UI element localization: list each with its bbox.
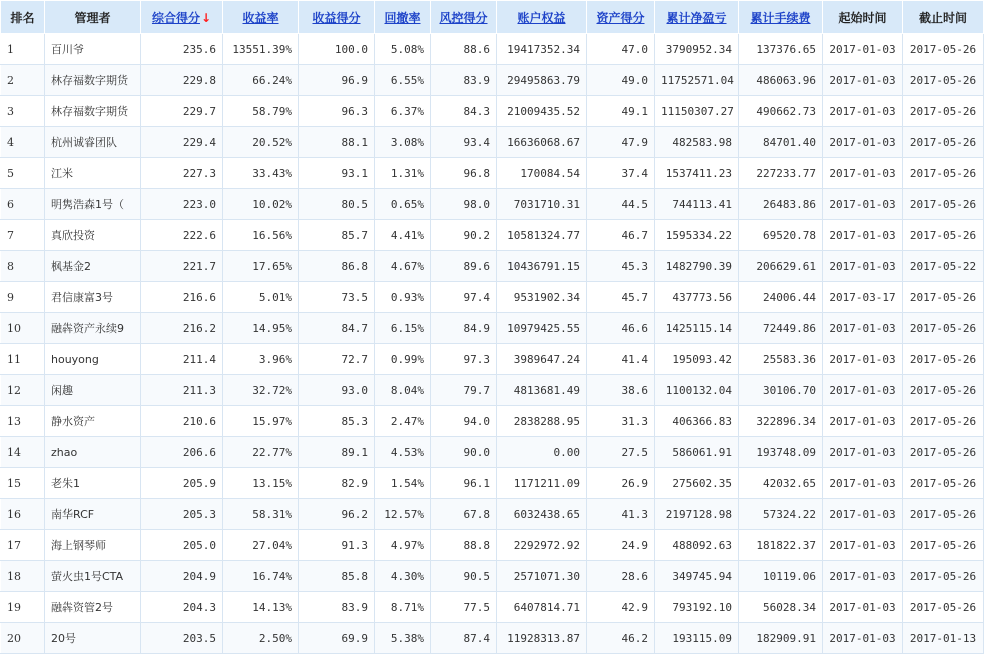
- start-date-cell: 2017-01-03: [823, 406, 903, 437]
- asset-score-cell: 27.5: [587, 437, 655, 468]
- return-rate-cell: 32.72%: [223, 375, 299, 406]
- end-date-cell: 2017-05-26: [903, 468, 984, 499]
- equity-cell: 2571071.30: [497, 561, 587, 592]
- drawdown-cell: 5.08%: [375, 34, 431, 65]
- end-date-cell: 2017-05-26: [903, 65, 984, 96]
- drawdown-cell: 0.65%: [375, 189, 431, 220]
- return-rate-cell: 16.56%: [223, 220, 299, 251]
- risk-score-cell: 77.5: [431, 592, 497, 623]
- asset-score-cell: 45.3: [587, 251, 655, 282]
- equity-cell: 11928313.87: [497, 623, 587, 654]
- return-rate-cell: 33.43%: [223, 158, 299, 189]
- composite-score-cell: 229.4: [141, 127, 223, 158]
- end-date-cell: 2017-05-26: [903, 220, 984, 251]
- end-date-cell: 2017-05-26: [903, 561, 984, 592]
- composite-score-cell: 205.0: [141, 530, 223, 561]
- end-date-cell: 2017-05-26: [903, 406, 984, 437]
- return-score-cell: 89.1: [299, 437, 375, 468]
- equity-cell: 10581324.77: [497, 220, 587, 251]
- cum-fee-cell: 69520.78: [739, 220, 823, 251]
- cum-fee-cell: 322896.34: [739, 406, 823, 437]
- table-row: [1, 530, 984, 561]
- risk-score-cell: 67.8: [431, 499, 497, 530]
- end-date-cell: 2017-05-26: [903, 592, 984, 623]
- risk-score-cell: 84.9: [431, 313, 497, 344]
- table-row: [1, 34, 984, 65]
- drawdown-cell: 4.67%: [375, 251, 431, 282]
- cum-pnl-cell: 275602.35: [655, 468, 739, 499]
- table-row: [1, 251, 984, 282]
- col-header-cum-pnl[interactable]: 累计净盈亏: [655, 1, 739, 34]
- cum-pnl-cell: 406366.83: [655, 406, 739, 437]
- return-rate-cell: 17.65%: [223, 251, 299, 282]
- asset-score-cell: 26.9: [587, 468, 655, 499]
- start-date-cell: 2017-01-03: [823, 499, 903, 530]
- equity-cell: 2838288.95: [497, 406, 587, 437]
- cum-pnl-cell: 349745.94: [655, 561, 739, 592]
- start-date-cell: 2017-01-03: [823, 65, 903, 96]
- drawdown-cell: 3.08%: [375, 127, 431, 158]
- rank-cell: 19: [1, 592, 45, 623]
- start-date-cell: 2017-01-03: [823, 127, 903, 158]
- cum-fee-cell: 84701.40: [739, 127, 823, 158]
- asset-score-cell: 46.6: [587, 313, 655, 344]
- return-rate-cell: 20.52%: [223, 127, 299, 158]
- return-score-cell: 85.3: [299, 406, 375, 437]
- cum-pnl-cell: 586061.91: [655, 437, 739, 468]
- cum-pnl-cell: 193115.09: [655, 623, 739, 654]
- risk-score-cell: 96.1: [431, 468, 497, 499]
- end-date-cell: 2017-05-26: [903, 282, 984, 313]
- start-date-cell: 2017-01-03: [823, 313, 903, 344]
- equity-cell: 19417352.34: [497, 34, 587, 65]
- start-date-cell: 2017-01-03: [823, 344, 903, 375]
- risk-score-cell: 84.3: [431, 96, 497, 127]
- risk-score-cell: 98.0: [431, 189, 497, 220]
- asset-score-cell: 46.2: [587, 623, 655, 654]
- table-row: [1, 406, 984, 437]
- asset-score-cell: 49.1: [587, 96, 655, 127]
- cum-fee-cell: 490662.73: [739, 96, 823, 127]
- rank-cell: 8: [1, 251, 45, 282]
- composite-score-cell: 221.7: [141, 251, 223, 282]
- composite-score-cell: 204.9: [141, 561, 223, 592]
- rank-cell: 3: [1, 96, 45, 127]
- return-rate-cell: 2.50%: [223, 623, 299, 654]
- equity-cell: 6032438.65: [497, 499, 587, 530]
- cum-fee-cell: 57324.22: [739, 499, 823, 530]
- cum-pnl-cell: 488092.63: [655, 530, 739, 561]
- manager-name-cell: 林存福数字期货: [45, 96, 141, 127]
- risk-score-cell: 94.0: [431, 406, 497, 437]
- start-date-cell: 2017-01-03: [823, 251, 903, 282]
- manager-name-cell: zhao: [45, 437, 141, 468]
- start-date-cell: 2017-01-03: [823, 375, 903, 406]
- table-row: [1, 499, 984, 530]
- return-rate-cell: 10.02%: [223, 189, 299, 220]
- manager-name-cell: 杭州诚睿团队: [45, 127, 141, 158]
- rank-cell: 2: [1, 65, 45, 96]
- asset-score-cell: 47.0: [587, 34, 655, 65]
- cum-pnl-cell: 11150307.27: [655, 96, 739, 127]
- asset-score-cell: 28.6: [587, 561, 655, 592]
- return-rate-cell: 3.96%: [223, 344, 299, 375]
- cum-fee-cell: 227233.77: [739, 158, 823, 189]
- start-date-cell: 2017-01-03: [823, 468, 903, 499]
- composite-score-cell: 229.8: [141, 65, 223, 96]
- start-date-cell: 2017-01-03: [823, 561, 903, 592]
- risk-score-cell: 96.8: [431, 158, 497, 189]
- col-header-asset-score[interactable]: 资产得分: [587, 1, 655, 34]
- col-header-equity[interactable]: 账户权益: [497, 1, 587, 34]
- end-date-cell: 2017-05-26: [903, 344, 984, 375]
- table-row: [1, 96, 984, 127]
- asset-score-cell: 49.0: [587, 65, 655, 96]
- return-score-cell: 82.9: [299, 468, 375, 499]
- cum-fee-cell: 181822.37: [739, 530, 823, 561]
- return-score-cell: 85.8: [299, 561, 375, 592]
- table-row: [1, 468, 984, 499]
- cum-fee-cell: 26483.86: [739, 189, 823, 220]
- table-row: [1, 189, 984, 220]
- asset-score-cell: 44.5: [587, 189, 655, 220]
- equity-cell: 16636068.67: [497, 127, 587, 158]
- table-row: [1, 623, 984, 654]
- cum-fee-cell: 25583.36: [739, 344, 823, 375]
- table-row: [1, 561, 984, 592]
- col-header-start-date: 起始时间: [823, 1, 903, 34]
- composite-score-cell: 204.3: [141, 592, 223, 623]
- manager-name-cell: 南华RCF: [45, 499, 141, 530]
- end-date-cell: 2017-05-26: [903, 34, 984, 65]
- drawdown-cell: 6.37%: [375, 96, 431, 127]
- return-score-cell: 80.5: [299, 189, 375, 220]
- return-score-cell: 83.9: [299, 592, 375, 623]
- rank-cell: 12: [1, 375, 45, 406]
- return-score-cell: 96.9: [299, 65, 375, 96]
- end-date-cell: 2017-05-26: [903, 189, 984, 220]
- composite-score-cell: 229.7: [141, 96, 223, 127]
- table-row: [1, 65, 984, 96]
- return-score-cell: 93.1: [299, 158, 375, 189]
- end-date-cell: 2017-05-26: [903, 499, 984, 530]
- return-rate-cell: 66.24%: [223, 65, 299, 96]
- asset-score-cell: 24.9: [587, 530, 655, 561]
- col-header-composite-score[interactable]: [141, 1, 223, 34]
- cum-fee-cell: 182909.91: [739, 623, 823, 654]
- drawdown-cell: 1.54%: [375, 468, 431, 499]
- drawdown-cell: 5.38%: [375, 623, 431, 654]
- manager-name-cell: 枫基金2: [45, 251, 141, 282]
- end-date-cell: 2017-05-22: [903, 251, 984, 282]
- return-rate-cell: 5.01%: [223, 282, 299, 313]
- risk-score-cell: 79.7: [431, 375, 497, 406]
- col-header-risk-score[interactable]: 风控得分: [431, 1, 497, 34]
- drawdown-cell: 8.71%: [375, 592, 431, 623]
- rank-cell: 18: [1, 561, 45, 592]
- risk-score-cell: 97.3: [431, 344, 497, 375]
- start-date-cell: 2017-01-03: [823, 592, 903, 623]
- manager-name-cell: 萤火虫1号CTA: [45, 561, 141, 592]
- col-header-return-rate[interactable]: 收益率: [223, 1, 299, 34]
- col-header-end-date: 截止时间: [903, 1, 984, 34]
- equity-cell: 7031710.31: [497, 189, 587, 220]
- end-date-cell: 2017-05-26: [903, 96, 984, 127]
- end-date-cell: 2017-05-26: [903, 313, 984, 344]
- end-date-cell: 2017-05-26: [903, 158, 984, 189]
- drawdown-cell: 1.31%: [375, 158, 431, 189]
- drawdown-cell: 2.47%: [375, 406, 431, 437]
- equity-cell: 21009435.52: [497, 96, 587, 127]
- cum-fee-cell: 30106.70: [739, 375, 823, 406]
- table-row: [1, 592, 984, 623]
- col-header-drawdown[interactable]: 回撤率: [375, 1, 431, 34]
- risk-score-cell: 88.8: [431, 530, 497, 561]
- composite-score-cell: 203.5: [141, 623, 223, 654]
- col-header-return-score[interactable]: 收益得分: [299, 1, 375, 34]
- manager-name-cell: 百川爷: [45, 34, 141, 65]
- cum-pnl-cell: 793192.10: [655, 592, 739, 623]
- equity-cell: 6407814.71: [497, 592, 587, 623]
- start-date-cell: 2017-01-03: [823, 220, 903, 251]
- rank-cell: 10: [1, 313, 45, 344]
- risk-score-cell: 90.0: [431, 437, 497, 468]
- rank-cell: 13: [1, 406, 45, 437]
- drawdown-cell: 6.15%: [375, 313, 431, 344]
- table-row: [1, 437, 984, 468]
- manager-name-cell: 林存福数字期货: [45, 65, 141, 96]
- col-header-cum-fee[interactable]: 累计手续费: [739, 1, 823, 34]
- cum-fee-cell: 42032.65: [739, 468, 823, 499]
- drawdown-cell: 4.30%: [375, 561, 431, 592]
- return-score-cell: 73.5: [299, 282, 375, 313]
- table-row: [1, 375, 984, 406]
- return-score-cell: 72.7: [299, 344, 375, 375]
- cum-pnl-cell: 195093.42: [655, 344, 739, 375]
- risk-score-cell: 88.6: [431, 34, 497, 65]
- cum-pnl-cell: 1425115.14: [655, 313, 739, 344]
- return-rate-cell: 14.95%: [223, 313, 299, 344]
- cum-pnl-cell: 482583.98: [655, 127, 739, 158]
- drawdown-cell: 6.55%: [375, 65, 431, 96]
- cum-pnl-cell: 1595334.22: [655, 220, 739, 251]
- start-date-cell: 2017-01-03: [823, 96, 903, 127]
- composite-score-cell: 216.6: [141, 282, 223, 313]
- rank-cell: 17: [1, 530, 45, 561]
- sort-down-arrow-icon: ↓: [200, 10, 212, 25]
- col-header-rank: 排名: [1, 1, 45, 34]
- equity-cell: 1171211.09: [497, 468, 587, 499]
- asset-score-cell: 41.3: [587, 499, 655, 530]
- cum-pnl-cell: 1537411.23: [655, 158, 739, 189]
- asset-score-cell: 47.9: [587, 127, 655, 158]
- risk-score-cell: 83.9: [431, 65, 497, 96]
- risk-score-cell: 87.4: [431, 623, 497, 654]
- rank-cell: 4: [1, 127, 45, 158]
- manager-name-cell: 明隽浩森1号（: [45, 189, 141, 220]
- rank-cell: 5: [1, 158, 45, 189]
- rank-cell: 20: [1, 623, 45, 654]
- composite-score-cell: 206.6: [141, 437, 223, 468]
- composite-score-cell: 205.3: [141, 499, 223, 530]
- asset-score-cell: 37.4: [587, 158, 655, 189]
- manager-name-cell: 江米: [45, 158, 141, 189]
- cum-pnl-cell: 437773.56: [655, 282, 739, 313]
- rank-cell: 7: [1, 220, 45, 251]
- drawdown-cell: 0.99%: [375, 344, 431, 375]
- manager-name-cell: 闲趣: [45, 375, 141, 406]
- end-date-cell: 2017-01-13: [903, 623, 984, 654]
- equity-cell: 9531902.34: [497, 282, 587, 313]
- return-score-cell: 88.1: [299, 127, 375, 158]
- return-rate-cell: 15.97%: [223, 406, 299, 437]
- asset-score-cell: 31.3: [587, 406, 655, 437]
- composite-score-cell: 211.4: [141, 344, 223, 375]
- end-date-cell: 2017-05-26: [903, 530, 984, 561]
- composite-score-cell: 223.0: [141, 189, 223, 220]
- risk-score-cell: 90.2: [431, 220, 497, 251]
- composite-score-cell: 235.6: [141, 34, 223, 65]
- start-date-cell: 2017-01-03: [823, 530, 903, 561]
- return-score-cell: 91.3: [299, 530, 375, 561]
- return-rate-cell: 27.04%: [223, 530, 299, 561]
- return-rate-cell: 13551.39%: [223, 34, 299, 65]
- cum-fee-cell: 137376.65: [739, 34, 823, 65]
- risk-score-cell: 93.4: [431, 127, 497, 158]
- composite-score-cell: 227.3: [141, 158, 223, 189]
- equity-cell: 170084.54: [497, 158, 587, 189]
- rank-cell: 11: [1, 344, 45, 375]
- table-row: [1, 282, 984, 313]
- start-date-cell: 2017-01-03: [823, 437, 903, 468]
- drawdown-cell: 4.97%: [375, 530, 431, 561]
- asset-score-cell: 46.7: [587, 220, 655, 251]
- drawdown-cell: 8.04%: [375, 375, 431, 406]
- cum-fee-cell: 486063.96: [739, 65, 823, 96]
- return-score-cell: 84.7: [299, 313, 375, 344]
- end-date-cell: 2017-05-26: [903, 127, 984, 158]
- cum-pnl-cell: 1482790.39: [655, 251, 739, 282]
- cum-fee-cell: 56028.34: [739, 592, 823, 623]
- manager-name-cell: 海上钢琴师: [45, 530, 141, 561]
- manager-name-cell: 融犇资产永续9: [45, 313, 141, 344]
- composite-score-cell: 205.9: [141, 468, 223, 499]
- table-row: [1, 127, 984, 158]
- rank-cell: 14: [1, 437, 45, 468]
- rank-cell: 16: [1, 499, 45, 530]
- return-score-cell: 93.0: [299, 375, 375, 406]
- return-rate-cell: 58.31%: [223, 499, 299, 530]
- ranking-table-body: [1, 34, 984, 654]
- cum-fee-cell: 24006.44: [739, 282, 823, 313]
- manager-name-cell: 20号: [45, 623, 141, 654]
- equity-cell: 4813681.49: [497, 375, 587, 406]
- return-score-cell: 85.7: [299, 220, 375, 251]
- equity-cell: 0.00: [497, 437, 587, 468]
- composite-score-cell: 222.6: [141, 220, 223, 251]
- risk-score-cell: 90.5: [431, 561, 497, 592]
- equity-cell: 2292972.92: [497, 530, 587, 561]
- start-date-cell: 2017-01-03: [823, 34, 903, 65]
- cum-pnl-cell: 2197128.98: [655, 499, 739, 530]
- equity-cell: 29495863.79: [497, 65, 587, 96]
- start-date-cell: 2017-01-03: [823, 189, 903, 220]
- composite-score-cell: 216.2: [141, 313, 223, 344]
- return-score-cell: 69.9: [299, 623, 375, 654]
- manager-name-cell: houyong: [45, 344, 141, 375]
- return-rate-cell: 14.13%: [223, 592, 299, 623]
- cum-pnl-cell: 1100132.04: [655, 375, 739, 406]
- asset-score-cell: 38.6: [587, 375, 655, 406]
- end-date-cell: 2017-05-26: [903, 375, 984, 406]
- table-row: [1, 220, 984, 251]
- table-row: [1, 313, 984, 344]
- cum-pnl-cell: 11752571.04: [655, 65, 739, 96]
- drawdown-cell: 0.93%: [375, 282, 431, 313]
- drawdown-cell: 4.41%: [375, 220, 431, 251]
- start-date-cell: 2017-01-03: [823, 623, 903, 654]
- return-score-cell: 100.0: [299, 34, 375, 65]
- risk-score-cell: 89.6: [431, 251, 497, 282]
- return-score-cell: 96.3: [299, 96, 375, 127]
- equity-cell: 10436791.15: [497, 251, 587, 282]
- manager-name-cell: 真欣投资: [45, 220, 141, 251]
- drawdown-cell: 12.57%: [375, 499, 431, 530]
- return-score-cell: 86.8: [299, 251, 375, 282]
- cum-pnl-cell: 744113.41: [655, 189, 739, 220]
- drawdown-cell: 4.53%: [375, 437, 431, 468]
- asset-score-cell: 45.7: [587, 282, 655, 313]
- end-date-cell: 2017-05-26: [903, 437, 984, 468]
- return-score-cell: 96.2: [299, 499, 375, 530]
- equity-cell: 3989647.24: [497, 344, 587, 375]
- cum-pnl-cell: 3790952.34: [655, 34, 739, 65]
- table-row: [1, 158, 984, 189]
- risk-score-cell: 97.4: [431, 282, 497, 313]
- asset-score-cell: 41.4: [587, 344, 655, 375]
- return-rate-cell: 16.74%: [223, 561, 299, 592]
- return-rate-cell: 22.77%: [223, 437, 299, 468]
- manager-name-cell: 融犇资管2号: [45, 592, 141, 623]
- return-rate-cell: 13.15%: [223, 468, 299, 499]
- header-row: [1, 1, 984, 34]
- rank-cell: 1: [1, 34, 45, 65]
- composite-score-cell: 210.6: [141, 406, 223, 437]
- col-header-manager: 管理者: [45, 1, 141, 34]
- rank-cell: 15: [1, 468, 45, 499]
- composite-score-cell: 211.3: [141, 375, 223, 406]
- cum-fee-cell: 10119.06: [739, 561, 823, 592]
- manager-name-cell: 老朱1: [45, 468, 141, 499]
- return-rate-cell: 58.79%: [223, 96, 299, 127]
- start-date-cell: 2017-01-03: [823, 158, 903, 189]
- table-row: [1, 344, 984, 375]
- equity-cell: 10979425.55: [497, 313, 587, 344]
- manager-name-cell: 君信康富3号: [45, 282, 141, 313]
- manager-name-cell: 静水资产: [45, 406, 141, 437]
- cum-fee-cell: 72449.86: [739, 313, 823, 344]
- col-header-composite-label: 综合得分: [151, 10, 200, 25]
- cum-fee-cell: 206629.61: [739, 251, 823, 282]
- cum-fee-cell: 193748.09: [739, 437, 823, 468]
- start-date-cell: 2017-03-17: [823, 282, 903, 313]
- rank-cell: 9: [1, 282, 45, 313]
- rank-cell: 6: [1, 189, 45, 220]
- asset-score-cell: 42.9: [587, 592, 655, 623]
